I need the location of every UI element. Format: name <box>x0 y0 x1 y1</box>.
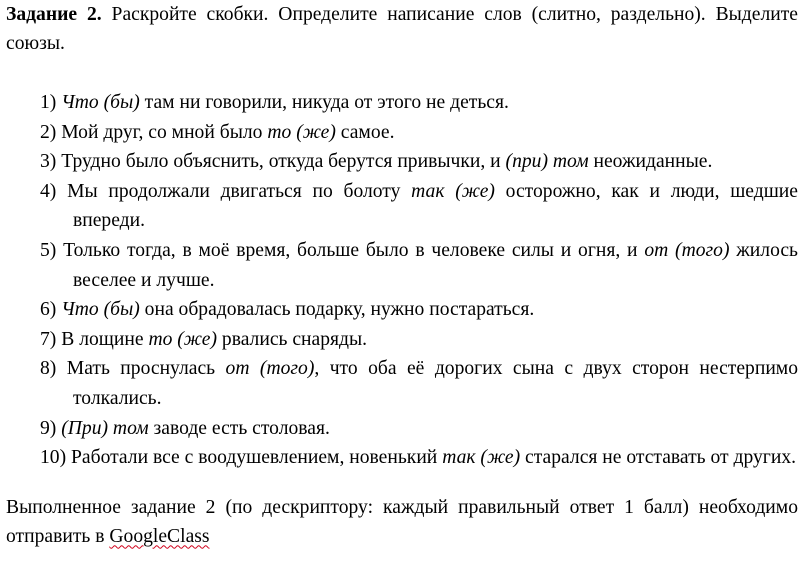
item-text: Мой друг, со мной было <box>61 121 268 143</box>
item-number: 6) <box>40 299 57 321</box>
list-item <box>6 177 798 236</box>
item-text: Трудно было объяснить, откуда берутся привычки, и <box>61 151 506 173</box>
list-item <box>6 88 798 118</box>
item-italic-phrase: от (того) <box>644 239 730 261</box>
item-italic-phrase: так (же) <box>442 447 521 469</box>
item-text: самое. <box>335 121 395 143</box>
exercise-list <box>6 88 798 473</box>
item-text: она обрадовалась подарку, нужно постараться. <box>139 299 535 321</box>
list-item <box>6 354 798 413</box>
footer-note <box>6 493 798 551</box>
footer-text: Выполненное задание 2 (по дескриптору: каждый правильный ответ 1 балл) необходимо отправить в <box>6 496 798 547</box>
item-number: 9) <box>40 417 57 439</box>
item-text: жилось веселее и лучше. <box>73 239 798 291</box>
item-text: В лощине <box>61 328 149 350</box>
item-number: 10) <box>40 447 67 469</box>
item-italic-phrase: от (того) <box>225 358 315 380</box>
list-item <box>6 295 798 325</box>
item-italic-phrase: (При) том <box>61 417 149 439</box>
item-italic-phrase: так (же) <box>411 180 495 202</box>
item-italic-phrase: (при) том <box>505 151 589 173</box>
item-text: Мать проснулась <box>66 358 226 380</box>
item-number: 2) <box>40 121 57 143</box>
list-item <box>6 236 798 295</box>
document-body <box>6 0 798 551</box>
item-italic-phrase: Что (бы) <box>61 92 140 113</box>
item-italic-phrase: то (же) <box>267 121 336 143</box>
item-number: 3) <box>40 151 57 173</box>
item-number: 8) <box>40 358 57 380</box>
task-heading <box>6 0 798 58</box>
item-text: Мы продолжали двигаться по болоту <box>67 180 412 202</box>
list-item <box>6 443 798 473</box>
task-title: Задание 2. <box>6 4 102 25</box>
item-number: 1) <box>40 92 57 113</box>
item-text: там ни говорили, никуда от этого не деться. <box>139 92 509 113</box>
item-text: Работали все с воодушевлением, новенький <box>71 447 443 469</box>
item-italic-phrase: Что (бы) <box>61 299 140 321</box>
item-text: старался не отставать от других. <box>520 447 797 469</box>
list-item <box>6 118 798 148</box>
item-number: 4) <box>40 180 57 202</box>
exercise-list-block <box>6 88 798 473</box>
item-text: Только тогда, в моё время, больше было в человеке силы и огня, и <box>63 239 645 261</box>
item-number: 5) <box>40 239 57 261</box>
task-instructions: Раскройте скобки. Определите написание слов (слитно, раздельно). Выделите союзы. <box>6 4 798 54</box>
item-text: заводе есть столовая. <box>148 417 330 439</box>
item-number: 7) <box>40 328 57 350</box>
list-item <box>6 325 798 355</box>
item-text: рвались снаряды. <box>217 328 368 350</box>
list-item <box>6 414 798 444</box>
item-text: неожиданные. <box>588 151 713 173</box>
item-text: осторожно, как и люди, шедшие впереди. <box>73 180 798 232</box>
googleclass-link[interactable]: GoogleClass <box>109 525 210 547</box>
item-italic-phrase: то (же) <box>148 328 217 350</box>
item-text: , что оба её дорогих сына с двух сторон нестерпимо толкались. <box>73 358 799 409</box>
list-item <box>6 147 798 177</box>
